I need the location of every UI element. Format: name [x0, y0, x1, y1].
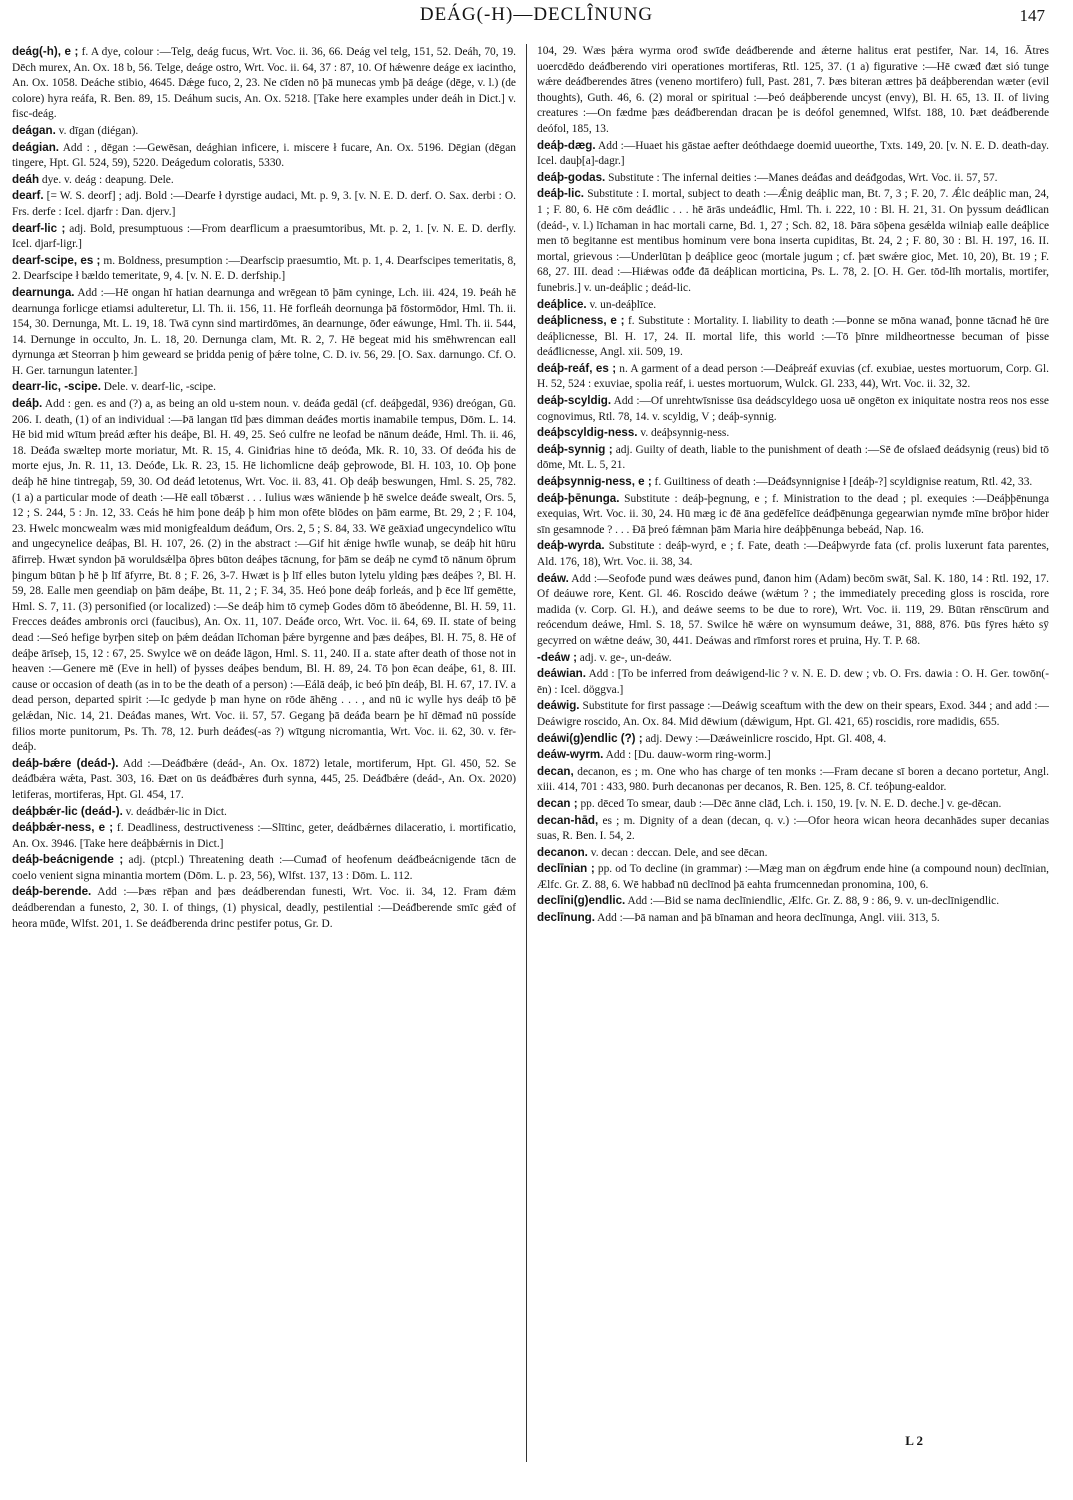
entry-text: adj. Dewy :—Dæáweinlicre roscido, Hpt. Gl. 408, 4.: [642, 732, 887, 745]
dictionary-entry: [12, 379, 516, 396]
column-divider: [526, 44, 527, 1462]
entry-text: adj. Guilty of death, liable to the punishment of death :—Sē đe ofslaeđ deádsynig (reus) bid tō dōme, Mt. L. 5, 21.: [537, 443, 1049, 472]
dictionary-entry: [537, 538, 1049, 570]
entry-headword: declīni(g)endlic.: [537, 894, 626, 908]
entry-text: 104, 29. Wæs þǽra wyrma orođ swīđe deáđberende and ǽterne halitus erat pestifer, Nar. 14, 16. Ātres uoercdēdo deáđberendo viri operationes mortiferas, Rtl. 125, 37. (1 a) figurative :—Hē cwæđ đæt sió tunge wǽre deáđberendes ātres (veneno mortifero) full, Past. 281, 7. Þæs biteran ættres þā deáþberendan wæter (evil thoughts), Guth. 46, 6. (2) moral or spiritual :—Þeó deáþberende uncyst (envy), Bl. H. 65, 13. II. of living creatures :—On fædme þæs deáđberendan dracan þe is deófol genemned, Wlfst. 188, 10. Þæt deáđberende deófol, 185, 13.: [537, 45, 1049, 135]
entry-text: Add :—Þā naman and þā bīnaman and heora declīnunga, Angl. viii. 313, 5.: [594, 912, 940, 925]
dictionary-entry: [12, 44, 516, 123]
dictionary-entry: [537, 731, 1049, 748]
page-number: 147: [1019, 6, 1045, 25]
entry-headword: deáh: [12, 172, 40, 186]
dictionary-entry: [537, 186, 1049, 296]
entry-headword: declīnung.: [537, 911, 595, 925]
entry-headword: -deáw ;: [537, 650, 577, 664]
dictionary-entry: [12, 884, 516, 932]
entry-headword: deáþ-wyrda.: [537, 539, 605, 553]
entry-headword: dearf-scipe, es ;: [12, 253, 101, 267]
entry-text: [= W. S. deorf] ; adj. Bold :—Dearfe ł dyrstige audaci, Mt. p. 9, 3. [v. N. E. D. derf. O. Sax. derbi : O. Frs. derfe : Icel. djarfr : Dan. djerv.]: [12, 190, 516, 218]
entry-headword: decan-hād,: [537, 813, 599, 827]
dictionary-entry: [537, 44, 1049, 138]
entry-text: Add :—Of unrehtwīsnisse ūsa deádscyldego uosa uē ongēton ex iniquitate nostra reos nos esse cognovimus, Rtl. 78, 14. v. scyldig, V ; deáþ-synnig.: [537, 395, 1049, 423]
dictionary-entry: [537, 796, 1049, 813]
entry-text: Substitute : The infernal deities :—Manes deáđas and deáđgodas, Wrt. Voc. ii. 57, 57.: [605, 171, 998, 184]
entry-headword: dearf.: [12, 189, 44, 203]
entry-text: f. A dye, colour :—Telg, deág fucus, Wrt. Voc. ii. 36, 66. Deág vel telg, 151, 52. Deáh, 70, 19. Dēch murex, An. Ox. 18 b, 56. Telge, deáge ostro, Wrt. Voc. ii. 64, 37 : 87, 10. Of hǽwenre deáge ex iacintho, An. Ox. 1058. Deáche stibio, 4645. Dǽge fuco, 2, 23. Ne cīden nō þā munecas ymb þā deáge (dēge, v. l.) (de colore) hyra reáfa, R. Ben. 89, 15. Deáhum sucis, An. Ox. 5218. [Take here examples under deáh in Dict.] v. fisc-deág.: [12, 46, 516, 121]
entry-headword: dearf-lic ;: [12, 221, 66, 235]
entry-headword: deáþ-þēnunga.: [537, 491, 620, 505]
dictionary-entry: [537, 474, 1049, 491]
dictionary-entry: [12, 253, 516, 285]
entry-headword: dearnunga.: [12, 285, 75, 299]
entry-text: Substitute for first passage :—Deáwig sceaftum with the dew on their spears, Exod. 344 ; and add :—Deáwigre roscido, An. Ox. 84. Mid dēwium (dǽwigum, Hpt. Gl. 421, 65) roscidis, rore madidis, 655.: [537, 700, 1049, 728]
dictionary-entry: [537, 650, 1049, 667]
entry-text: Add :—Deáđbǽre (deád-, An. Ox. 1872) letale, mortiferum, Hpt. Gl. 450, 52. Se deáđbǽra wǽta, Past. 303, 16. Đæt on ūs deáđbǽres đurh synna, 445, 25. Deáđbǽre (deád-, An. Ox. 2020) letiferas, mortiferas, Hpt. Gl. 454, 17.: [12, 757, 516, 801]
right-column: [537, 44, 1049, 1464]
entry-headword: decanon.: [537, 845, 588, 859]
entry-headword: deáw-wyrm.: [537, 748, 604, 762]
dictionary-entry: [537, 698, 1049, 730]
entry-text: Substitute : deáþ-wyrd, e ; f. Fate, death :—Deáþwyrde fata (cf. prolis luxerunt fata parentes, Ald. 176, 18), Wrt. Voc. ii. 38, 34.: [537, 540, 1049, 568]
entry-headword: deáþ-synnig ;: [537, 442, 613, 456]
entry-headword: declīnian ;: [537, 862, 595, 876]
dictionary-entry: [537, 747, 1049, 764]
entry-text: Add :—Hē ongan hī hatian dearnunga and wrēgean tō þām cyninge, Lch. iii. 424, 19. Þeáh hē dearnunga forlicge etiamsi adulteretur, Ll. Th. ii. 156, 11. Hē forfleáh deornunga þā fōstormōdor, Hml. Th. ii. 154, 30. Dernunga, Mt. L. 19, 18. Twā cynn sind martirdōmes, ān dearnunge, ōđer eáwunge, Hml. Th. ii. 544, 14. Dernunge in occulto, Jn. L. 18, 20. Dernunga clam, Mt. R. 2, 7. Hē begeat mid his smēhwrencan eall dyrnunga æt Steorran þ him geweard se þridda penig of þǽre tolne, C. D. iv. 56, 29. [O. Sax. darnungo. Cf. O. H. Ger. tarnungun latenter.]: [12, 286, 516, 377]
entry-headword: deáþ-scyldig.: [537, 394, 612, 408]
entry-text: v. deáþsynnig-ness.: [637, 427, 730, 440]
dictionary-entry: [12, 172, 516, 189]
entry-text: Add :—Þæs rēþan and þæs deádberendan funesti, Wrt. Voc. ii. 34, 12. Fram đǽm deádberendan a funesto, 2, 30. I. of things, (1) physical, deadly, pestilential :—Deáđberende smīc gǽđ of heora mūđe, Wlfst. 201, 1. Se deáđberenda drinc pestifer potus, Gr. D.: [12, 886, 516, 930]
entry-text: f. Substitute : Mortality. I. liability to death :—Þonne se mōna wanađ, þonne tācnađ hē ūre deáþlicnesse, Bl. H. 17, 24. II. mortal life, this world :—Tō þīnre mildheortnesse becuman of þisse deáđlicnesse, Angl. xii. 509, 19.: [537, 315, 1049, 359]
entry-headword: deáþ-bǽre (deád-).: [12, 756, 119, 770]
dictionary-entry: [12, 123, 516, 140]
entry-text: adj. v. ge-, un-deáw.: [576, 651, 672, 664]
entry-headword: deágan.: [12, 123, 56, 137]
left-column: [12, 44, 516, 1464]
dictionary-entry: [537, 666, 1049, 698]
entry-text: Substitute : I. mortal, subject to death :—Ǽnig deáþlic man, Bt. 7, 3 ; F. 20, 7. Ǽlc deáþlic man, 24, 1 ; F. 80, 6. Hē cōm deáđlic . . . hē ārās undeáđlic, Hml. Th. i. 222, 10 : Bl. H. 21, 31. On þyssum deáđlican (deád-, v. l.) līchaman in hac mortali carne, Bd. 1, 27 ; Sch. 82, 18. Þāra sōþena gesǽlda wilniaþ ealle deáþlice men tō begitanne est mentibus hominum vere bona inserta cupiditas, Bt. 24, 2 ; F. 80, 30 : Bl. H. 197, 16. II. mortal, grievous :—Underlūtan þ deáþlice geoc (mortale jugum ; cf. þæt swǽre gioc, Met. 10, 20), Bt. 19 ; F. 68, 27. III. dead :—Hiǽwas ođđe đā deáþlican morticina, Ps. L. 78, 2. [O. H. Ger. tōd-līh mortalis, mortifer, funebris.] v. un-deáþlic ; deád-lic.: [537, 188, 1049, 294]
entry-headword: decan,: [537, 764, 574, 778]
page-header: [0, 4, 1073, 30]
dictionary-entry: [12, 285, 516, 380]
dictionary-entry: [12, 804, 516, 821]
entry-headword: deáþ-godas.: [537, 170, 606, 184]
running-head: DEÁG(-H)—DECLÎNUNG: [419, 4, 654, 25]
entry-text: v. deádbǽr-lic in Dict.: [122, 805, 227, 818]
dictionary-entry: [537, 910, 1049, 927]
entry-text: f. Guiltiness of death :—Deáđsynnignise ł [deáþ-?] scyldignise reatum, Rtl. 42, 33.: [651, 476, 1033, 489]
entry-headword: deáþ.: [12, 397, 43, 411]
entry-headword: deáþ-berende.: [12, 885, 92, 899]
dictionary-entry: [537, 297, 1049, 314]
dictionary-entry: [537, 491, 1049, 539]
entry-text: es ; m. Dignity of a dean (decan, q. v.) :—Ofor heora wican heora decanhādes super decanias suas, R. Ben. I. 54, 2.: [537, 814, 1049, 843]
dictionary-entry: [537, 361, 1049, 393]
entry-headword: deáþlice.: [537, 297, 587, 311]
dictionary-entry: [12, 188, 516, 220]
dictionary-entry: [537, 571, 1049, 650]
entry-headword: decan ;: [537, 796, 578, 810]
entry-headword: deág(-h), e ;: [12, 45, 79, 58]
entry-headword: deáwi(g)endlic (?) ;: [537, 731, 643, 745]
dictionary-entry: [537, 170, 1049, 187]
entry-text: decanon, es ; m. One who has charge of ten monks :—Fram decane sī boren a decano portetur, Angl. xiii. 414, 701 : 433, 980. Þurh decanonas per decanos, R. Ben. 125, 8. Cf. teóþung-ealdor.: [537, 765, 1049, 794]
entry-text: dye. v. deág : deapung. Dele.: [39, 173, 174, 186]
dictionary-entry: [537, 764, 1049, 796]
entry-text: Substitute : deáþ-þegnung, e ; f. Ministration to the dead ; pl. exequies :—Deáþþēnunga exequias, Wrt. Voc. ii. 30, 24. Hū mæg ic đē āna gedēfelīce deáđþēnunga gegearwian nymđe mīne brōþor hider sīn gesamnode ? . . . Đā þreó fǽmnan þām Maria hire deáþþēnunga bebeád, Nap. 16.: [537, 492, 1049, 536]
entry-text: Add : gen. es and (?) a, as being an old u-stem noun. v. deáđa gedāl (cf. deáþgedāl, 936) dreógan, Gū. 206. I. death, (1) of an individual :—Þā langan tīd þæs dimman deáđes mortis inamabile tempus, Dōm. L. 14. Hē bid mid wītum þreád æfter his deáþe, Bl. H. 49, 25. Seó culfre ne leofad be nānum deáđe, Hml. Th. ii. 46, 18. Deáđa swæltep morte moriatur, Mt. R. 15, 4. Giniđrias hine tō deóđa, Mk. R. 10, 33. Of deóđa his de morte ejus, Jn. R. 11, 13. Deóđe, Lk. R. 23, 15. Hē lichomlicne deáþ geþrowode, Bl. H. 103, 10. Oþ þone deáþ hē hine tintregaþ, 59, 30. Ođ deáđ letotenus, Wrt. Voc. ii. 83, 41. Oþ deáþ beswungen, Hml. S. 25, 782. (1 a) a particular mode of death :—Hē eall tōbærst . . . Iulius wæs wāniende þ hē swelce deáđe swealt, Ors. 5, 12 ; S. 244, 5 : Jn. 12, 33. Ceás hē him þone deáþ þ him mon ofēte blōdes on þām earme, Bt. 29, 2 ; F. 104, 23. Hwelc moncwealm wæs mid monigfealdum deáđum, Ors. 2, 5 ; S. 84, 33. Wē geāxiađ ungecyndelico wītu and ungecynelice deáþas, Bl. H. 107, 26. (2) in the abstract :—Gif hit ǽnige hwīle wunaþ, se deáþ hit hūru āfirreþ. Hwæt syndon þā woruldsǽlþa ōþres būton deáþes tācnung, for þām se deáþ ne cymđ tō nānum ōþrum þingum būtan þ hē þ līf āfyrre, Bt. 8 ; F. 26, 3-7. Hwæt is þ līf elles buton lytelu ylding þæs deáþes ?, Bl. H. 59, 28. Ealle men geendiaþ on þām deáþe, Bt. 11, 2 ; F. 34, 35. Heó þone deáþ forleás, and þ ēce līf gemētte, Hml. S. 7, 11. (3) personified (or localized) :—Se deáþ him tō cymeþ Godes dōm tō ābeódenne, Bl. H. 59, 11. Frecces deáđes ambronis orci (faucibus), An. Ox. 11, 107. Deáđe orco, Wrt. Voc. ii. 64, 69. II. state of being dead :—Seó hefige byrþen siteþ on þǽm deádan līchoman þǽre byrgenne and þæs deáþes, Bl. H. 75, 8. Hē of deáþe ārīseþ, 15, 12 : 67, 25. Swylce wē on deáđe lāgon, Hml. S. 11, 240. II a. state after death of those not in heaven :—Genere mē (Eve in hell) of þysses deáþes bendum, Bl. H. 89, 24. Tō þon ēcan deáþe, 61, 8. III. cause or occasion of death (as in to be the death of a person) :—Eálā deáþ, ic beó þīn deáþ, Bl. H. 67, 17. IV. a dead person, departed spirit :—Ic gedyde þ man hyne on rōde āhēng . . . , and nū ic wylle hys deáþ tō þē gelǽdan, Nic. 14, 21. Deáđas manes, Wrt. Voc. ii. 57, 57. Gegang þā deáđa bearn þe hī dēmađ nū possíde filios morte punitorum, Ps. Th. 78, 12. Þurh deáđes(-as ?) wītgung nicromantia, Wrt. Voc. ii. 62, 30. v. fēr-deáþ.: [12, 398, 516, 754]
entry-text: Dele. v. dearf-lic, -scipe.: [100, 381, 216, 394]
entry-headword: deáþscyldig-ness.: [537, 426, 638, 440]
entry-text: pp. dēced To smear, daub :—Dēc ānne clāđ, Lch. i. 150, 19. [v. N. E. D. deche.] v. ge-dēcan.: [577, 797, 1002, 810]
entry-text: Add : [Du. dauw-worm ring-worm.]: [603, 749, 771, 762]
entry-headword: dearr-lic, -scipe.: [12, 380, 101, 394]
dictionary-entry: [12, 756, 516, 804]
dictionary-entry: [12, 852, 516, 884]
dictionary-entry: [537, 425, 1049, 442]
entry-headword: deáþ-dæg.: [537, 138, 596, 152]
entry-text: v. dīgan (diégan).: [55, 124, 139, 137]
dictionary-entry: [537, 861, 1049, 893]
entry-text: m. Boldness, presumption :—Dearfscip praesumtio, Mt. p. 1, 4. Dearfscipes temeritatis, 8, 2. Dearfscipe ł bældo temeritate, 9, 4. [v. N. E. D. derfship.]: [12, 254, 516, 283]
signature-mark: L 2: [905, 1433, 923, 1448]
entry-headword: deáþlicness, e ;: [537, 314, 625, 328]
entry-text: Add : , dēgan :—Gewēsan, deághian inficere, i. miscere ł fucare, An. Ox. 5196. Dēgian (dēgan tingere, Hpt. Gl. 524, 59), 5220. Deágedum coloratis, 5330.: [12, 141, 516, 170]
dictionary-entry: [12, 140, 516, 172]
entry-text: v. decan : deccan. Dele, and see dēcan.: [587, 846, 768, 859]
dictionary-entry: [537, 813, 1049, 845]
entry-text: n. A garment of a dead person :—Deáþreáf exuvias (cf. exubiae, uestes mortuorum, Corp. Gl. H. 52, 524 : exuviae, spolia reáf, i. uestes mortuorum, Wulck. Gl. 233, 44), Wrt. Voc. ii. 32, 32.: [537, 362, 1049, 391]
entry-headword: deáwig.: [537, 699, 580, 713]
entry-headword: deáþ-lic.: [537, 187, 585, 201]
entry-text: Add :—Seofođe pund wæs deáwes pund, đanon him (Adam) becōm swāt, Sal. K. 180, 14 : Rtl. 192, 17. Of deáuwe rore, Kent. Gl. 46. Roscido deáwe (wǽtum ? ; the immediately preceding gloss is roscida, rore madida (v. Corp. Gl. H.), and deáwe seems to be due to rore), Wrt. Voc. ii. 119, 29. Būtan rēnscūrum and reócendum deáwe, Hml. S. 18, 57. Swilce hē wǽre on wynsumum deáwe, 31, 888, 876. Þūs fȳres hǽto sȳ gecyrred on wǽtne deáw, 30, 441. Deáwas and rīmforst rores et pruina, Hy. T. P. 68.: [537, 572, 1049, 647]
entry-text: adj. (ptcpl.) Threatening death :—Cumađ of heofenum deáđbeácnigende tācn de coelo venient signa minantia mortem (Dōm. L. p. 23, 56), Wlfst. 137, 13 : Dōm. L. 112.: [12, 854, 516, 882]
dictionary-entry: [12, 820, 516, 852]
dictionary-entry: [537, 313, 1049, 361]
entry-headword: deágian.: [12, 140, 60, 154]
entry-text: Add :—Huaet his gāstae aefter deóthdaege doemid uueorthe, Txts. 149, 20. [v. N. E. D. death-day. Icel. dauþ[a]-dagr.]: [537, 139, 1049, 168]
dictionary-entry: [537, 893, 1049, 910]
dictionary-entry: [537, 138, 1049, 170]
entry-text: f. Deadliness, destructiveness :—Slītinc, geter, deádbǽrnes dilaceratio, i. mortificatio, An. Ox. 3946. [Take here deáþbǽrnis in Dict.]: [12, 822, 516, 850]
entry-text: Add : [To be inferred from deáwigend-lic ? v. N. E. D. dew ; vb. O. Frs. dawia : O. H. Ger. towōn(-ēn) : Icel. döggva.]: [537, 668, 1049, 696]
entry-headword: deáþ-reáf, es ;: [537, 361, 617, 375]
entry-headword: deáþsynnig-ness, e ;: [537, 475, 652, 489]
entry-headword: deáw.: [537, 571, 569, 585]
entry-text: adj. Bold, presumptuous :—From dearflicum a praesumtoribus, Mt. p. 2, 1. [v. N. E. D. derfly. Icel. djarf-ligr.]: [12, 222, 516, 251]
entry-headword: deáwian.: [537, 667, 586, 681]
dictionary-entry: [537, 845, 1049, 862]
entry-headword: deáþ-beácnigende ;: [12, 853, 124, 867]
entry-text: pp. od To decline (in grammar) :—Mæg man on ǽgđrum ende hine (a compound noun) declīnian, Ælfc. Gr. Z. 88, 6. Wē habbađ nū declīnod þā eahta frumcennedan pronomina, 100, 6.: [537, 863, 1049, 891]
dictionary-entry: [537, 442, 1049, 474]
entry-text: Add :—Bid se nama declīniendlic, Ælfc. Gr. Z. 88, 9 : 86, 9. v. un-declīnigendlic.: [625, 895, 1000, 908]
dictionary-entry: [537, 393, 1049, 425]
dictionary-entry: [12, 396, 516, 756]
entry-headword: deáþbǽr-lic (deád-).: [12, 804, 123, 818]
dictionary-entry: [12, 221, 516, 253]
entry-headword: deáþbǽr-ness, e ;: [12, 821, 114, 835]
entry-text: v. un-deáþlīce.: [586, 298, 657, 311]
